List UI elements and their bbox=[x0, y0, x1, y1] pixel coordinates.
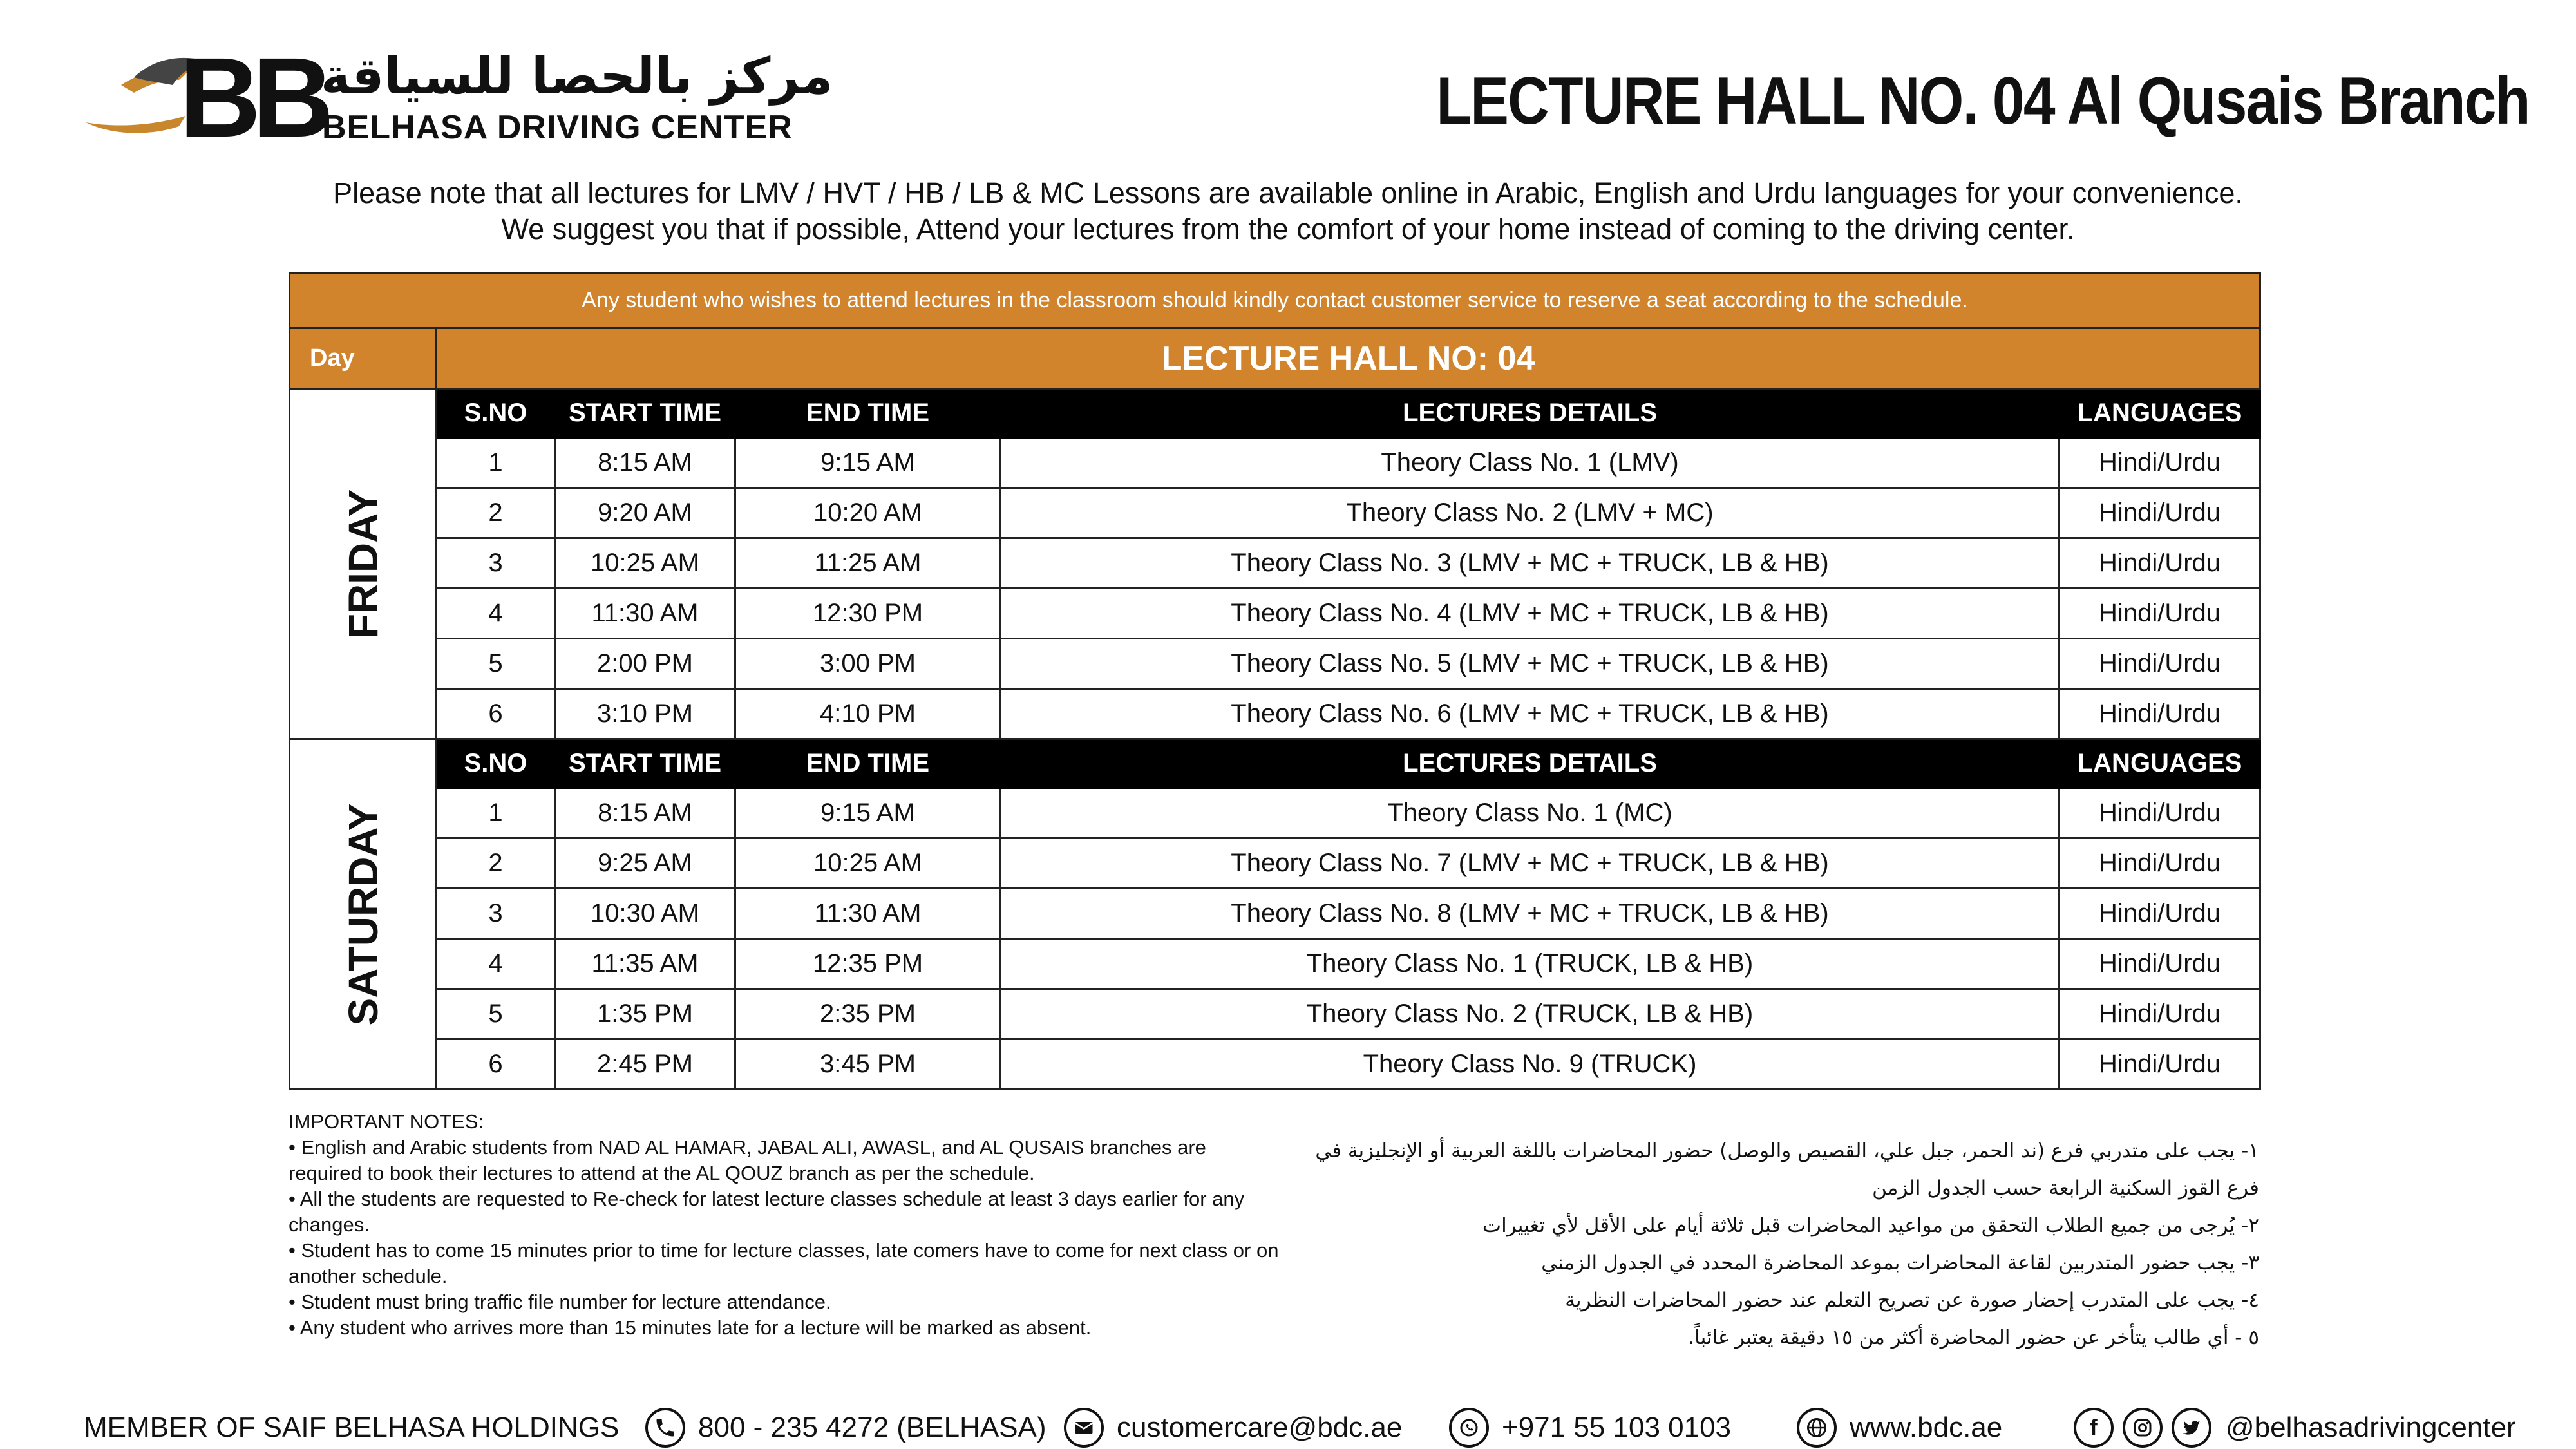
col-start-time-cell: 9:25 AM bbox=[555, 838, 735, 889]
phone-icon bbox=[645, 1408, 685, 1448]
col-end-time-cell: 3:45 PM bbox=[735, 1039, 1001, 1090]
logo-monogram: BB bbox=[179, 35, 325, 161]
col-sno-header: S.NO bbox=[437, 739, 555, 788]
col-lecture-details-cell: Theory Class No. 4 (LMV + MC + TRUCK, LB & HB) bbox=[1001, 589, 2060, 639]
table-row bbox=[290, 889, 2260, 939]
col-languages-cell: Hindi/Urdu bbox=[2060, 538, 2260, 589]
email-icon bbox=[1064, 1408, 1104, 1448]
table-row bbox=[290, 838, 2260, 889]
reservation-notice-row bbox=[290, 273, 2260, 328]
phone-contact[interactable] bbox=[645, 1405, 1046, 1449]
whatsapp-icon bbox=[1449, 1408, 1489, 1448]
col-lecture-details-cell: Theory Class No. 8 (LMV + MC + TRUCK, LB & HB) bbox=[1001, 889, 2060, 939]
col-languages-cell: Hindi/Urdu bbox=[2060, 889, 2260, 939]
col-lecture-details-cell: Theory Class No. 1 (TRUCK, LB & HB) bbox=[1001, 939, 2060, 989]
col-start-time-cell: 8:15 AM bbox=[555, 788, 735, 838]
col-sno-cell: 3 bbox=[437, 889, 555, 939]
col-languages-cell: Hindi/Urdu bbox=[2060, 689, 2260, 739]
col-sno-header: S.NO bbox=[437, 389, 555, 438]
day-name: SATURDAY bbox=[339, 803, 386, 1025]
important-notes-arabic bbox=[1288, 1132, 2259, 1356]
logo-arabic-name: مركز بالحصا للسياقة bbox=[321, 48, 833, 106]
col-start-time-header: START TIME bbox=[555, 739, 735, 788]
day-cell-friday bbox=[290, 389, 437, 739]
col-lecture-details-cell: Theory Class No. 7 (LMV + MC + TRUCK, LB & HB) bbox=[1001, 838, 2060, 889]
col-lecture-details-header: LECTURES DETAILS bbox=[1001, 389, 2060, 438]
col-languages-cell: Hindi/Urdu bbox=[2060, 438, 2260, 488]
table-row bbox=[290, 788, 2260, 838]
arabic-note-item: ٤- يجب على المتدرب إحضار صورة عن تصريح التعلم عند حضور المحاضرات النظرية bbox=[1565, 1289, 2259, 1312]
col-languages-cell: Hindi/Urdu bbox=[2060, 838, 2260, 889]
col-sno-cell: 5 bbox=[437, 639, 555, 689]
col-languages-cell: Hindi/Urdu bbox=[2060, 1039, 2260, 1090]
col-lecture-details-cell: Theory Class No. 1 (LMV) bbox=[1001, 438, 2060, 488]
website-link[interactable] bbox=[1797, 1405, 2002, 1449]
table-row bbox=[290, 488, 2260, 538]
col-end-time-cell: 12:30 PM bbox=[735, 589, 1001, 639]
website-url: www.bdc.ae bbox=[1850, 1412, 2003, 1443]
col-lecture-details-cell: Theory Class No. 2 (TRUCK, LB & HB) bbox=[1001, 989, 2060, 1039]
hall-label: LECTURE HALL NO: 04 bbox=[437, 328, 2260, 389]
col-lecture-details-cell: Theory Class No. 9 (TRUCK) bbox=[1001, 1039, 2060, 1090]
lecture-schedule-table bbox=[289, 272, 2261, 1090]
table-row bbox=[290, 1039, 2260, 1090]
col-end-time-cell: 4:10 PM bbox=[735, 689, 1001, 739]
col-lecture-details-header: LECTURES DETAILS bbox=[1001, 739, 2060, 788]
note-item: • Any student who arrives more than 15 minutes late for a lecture will be marked as absent. bbox=[289, 1316, 1092, 1339]
col-end-time-cell: 9:15 AM bbox=[735, 788, 1001, 838]
col-lecture-details-cell: Theory Class No. 5 (LMV + MC + TRUCK, LB & HB) bbox=[1001, 639, 2060, 689]
arabic-note-item: ٥ - أي طالب يتأخر عن حضور المحاضرة أكثر من ١٥ دقيقة يعتبر غائباً. bbox=[1688, 1326, 2259, 1349]
column-header-row bbox=[290, 389, 2260, 438]
member-text bbox=[84, 1405, 619, 1449]
table-row bbox=[290, 689, 2260, 739]
col-start-time-header: START TIME bbox=[555, 389, 735, 438]
email-contact[interactable] bbox=[1064, 1405, 1402, 1449]
footer bbox=[84, 1405, 2531, 1449]
day-column-label: Day bbox=[290, 328, 437, 389]
note-item: • All the students are requested to Re-check for latest lecture classes schedule at least 3 days earlier for any changes. bbox=[289, 1188, 1245, 1236]
col-start-time-cell: 1:35 PM bbox=[555, 989, 735, 1039]
col-start-time-cell: 8:15 AM bbox=[555, 438, 735, 488]
col-lecture-details-cell: Theory Class No. 6 (LMV + MC + TRUCK, LB & HB) bbox=[1001, 689, 2060, 739]
table-row bbox=[290, 538, 2260, 589]
col-sno-cell: 2 bbox=[437, 838, 555, 889]
hall-header-row bbox=[290, 328, 2260, 389]
intro-line-1: Please note that all lectures for LMV / HVT / HB / LB & MC Lessons are available online in Arabic, English and Urdu languages for your convenience. bbox=[333, 176, 2243, 209]
col-languages-cell: Hindi/Urdu bbox=[2060, 488, 2260, 538]
col-end-time-cell: 9:15 AM bbox=[735, 438, 1001, 488]
col-languages-cell: Hindi/Urdu bbox=[2060, 589, 2260, 639]
col-sno-cell: 6 bbox=[437, 689, 555, 739]
arabic-note-item: ٣- يجب حضور المتدربين لقاعة المحاضرات بموعد المحاضرة المحدد في الجدول الزمني bbox=[1541, 1251, 2259, 1274]
col-end-time-cell: 12:35 PM bbox=[735, 939, 1001, 989]
important-notes-english bbox=[289, 1109, 1280, 1341]
table-row bbox=[290, 989, 2260, 1039]
note-item: • English and Arabic students from NAD AL HAMAR, JABAL ALI, AWASL, and AL QUSAIS branches are required to book their lectures to attend at the AL QOUZ branch as per the schedule. bbox=[289, 1136, 1206, 1184]
col-sno-cell: 1 bbox=[437, 438, 555, 488]
table-row bbox=[290, 639, 2260, 689]
col-languages-cell: Hindi/Urdu bbox=[2060, 989, 2260, 1039]
arabic-note-item: ١- يجب على متدربي فرع (ند الحمر، جبل علي، القصيص والوصل) حضور المحاضرات باللغة العربية أو الإنجليزية في فرع القوز السكنية الرابعة حسب الجدول الزمن bbox=[1315, 1139, 2259, 1200]
col-end-time-cell: 11:25 AM bbox=[735, 538, 1001, 589]
col-end-time-cell: 2:35 PM bbox=[735, 989, 1001, 1039]
col-end-time-cell: 11:30 AM bbox=[735, 889, 1001, 939]
col-end-time-header: END TIME bbox=[735, 739, 1001, 788]
whatsapp-number: +971 55 103 0103 bbox=[1502, 1412, 1732, 1443]
col-end-time-cell: 10:25 AM bbox=[735, 838, 1001, 889]
note-item: • Student must bring traffic file number for lecture attendance. bbox=[289, 1291, 831, 1313]
col-end-time-cell: 3:00 PM bbox=[735, 639, 1001, 689]
whatsapp-contact[interactable] bbox=[1449, 1405, 1731, 1449]
day-cell-saturday bbox=[290, 739, 437, 1090]
twitter-icon[interactable] bbox=[2172, 1408, 2211, 1448]
col-end-time-header: END TIME bbox=[735, 389, 1001, 438]
globe-icon bbox=[1797, 1408, 1837, 1448]
table-row bbox=[290, 589, 2260, 639]
intro-text bbox=[0, 175, 2576, 247]
social-handle: @belhasadrivingcenter bbox=[2226, 1412, 2516, 1443]
phone-number: 800 - 235 4272 (BELHASA) bbox=[698, 1412, 1046, 1443]
col-languages-cell: Hindi/Urdu bbox=[2060, 788, 2260, 838]
arabic-note-item: ٢- يُرجى من جميع الطلاب التحقق من مواعيد المحاضرات قبل ثلاثة أيام على الأقل لأي تغييرات bbox=[1482, 1214, 2259, 1237]
logo-english-name: BELHASA DRIVING CENTER bbox=[322, 109, 793, 146]
col-languages-header: LANGUAGES bbox=[2060, 389, 2260, 438]
col-start-time-cell: 3:10 PM bbox=[555, 689, 735, 739]
col-sno-cell: 4 bbox=[437, 939, 555, 989]
col-sno-cell: 5 bbox=[437, 989, 555, 1039]
col-sno-cell: 1 bbox=[437, 788, 555, 838]
col-lecture-details-cell: Theory Class No. 2 (LMV + MC) bbox=[1001, 488, 2060, 538]
col-lecture-details-cell: Theory Class No. 3 (LMV + MC + TRUCK, LB & HB) bbox=[1001, 538, 2060, 589]
column-header-row bbox=[290, 739, 2260, 788]
member-label: MEMBER OF SAIF BELHASA HOLDINGS bbox=[84, 1412, 620, 1443]
col-languages-cell: Hindi/Urdu bbox=[2060, 639, 2260, 689]
social-links[interactable] bbox=[2074, 1405, 2516, 1449]
col-start-time-cell: 2:45 PM bbox=[555, 1039, 735, 1090]
col-start-time-cell: 11:35 AM bbox=[555, 939, 735, 989]
table-row bbox=[290, 939, 2260, 989]
facebook-icon[interactable]: f bbox=[2074, 1408, 2114, 1448]
col-sno-cell: 3 bbox=[437, 538, 555, 589]
col-sno-cell: 2 bbox=[437, 488, 555, 538]
reservation-notice: Any student who wishes to attend lectures in the classroom should kindly contact customer service to reserve a seat according to the schedule. bbox=[290, 273, 2260, 328]
col-start-time-cell: 9:20 AM bbox=[555, 488, 735, 538]
table-row bbox=[290, 438, 2260, 488]
col-sno-cell: 6 bbox=[437, 1039, 555, 1090]
col-languages-cell: Hindi/Urdu bbox=[2060, 939, 2260, 989]
note-item: • Student has to come 15 minutes prior to time for lecture classes, late comers have to come for next class or on another schedule. bbox=[289, 1239, 1279, 1287]
instagram-icon[interactable] bbox=[2123, 1408, 2163, 1448]
col-start-time-cell: 10:30 AM bbox=[555, 889, 735, 939]
col-start-time-cell: 11:30 AM bbox=[555, 589, 735, 639]
col-languages-header: LANGUAGES bbox=[2060, 739, 2260, 788]
email-address: customercare@bdc.ae bbox=[1117, 1412, 1403, 1443]
brand-logo bbox=[82, 35, 833, 161]
col-lecture-details-cell: Theory Class No. 1 (MC) bbox=[1001, 788, 2060, 838]
col-end-time-cell: 10:20 AM bbox=[735, 488, 1001, 538]
col-start-time-cell: 2:00 PM bbox=[555, 639, 735, 689]
col-start-time-cell: 10:25 AM bbox=[555, 538, 735, 589]
day-name: FRIDAY bbox=[339, 489, 386, 639]
intro-line-2: We suggest you that if possible, Attend your lectures from the comfort of your home instead of coming to the driving center. bbox=[501, 213, 2075, 245]
notes-heading: IMPORTANT NOTES: bbox=[289, 1110, 484, 1133]
col-sno-cell: 4 bbox=[437, 589, 555, 639]
page-title: LECTURE HALL NO. 04 Al Qusais Branch bbox=[1436, 64, 2530, 138]
